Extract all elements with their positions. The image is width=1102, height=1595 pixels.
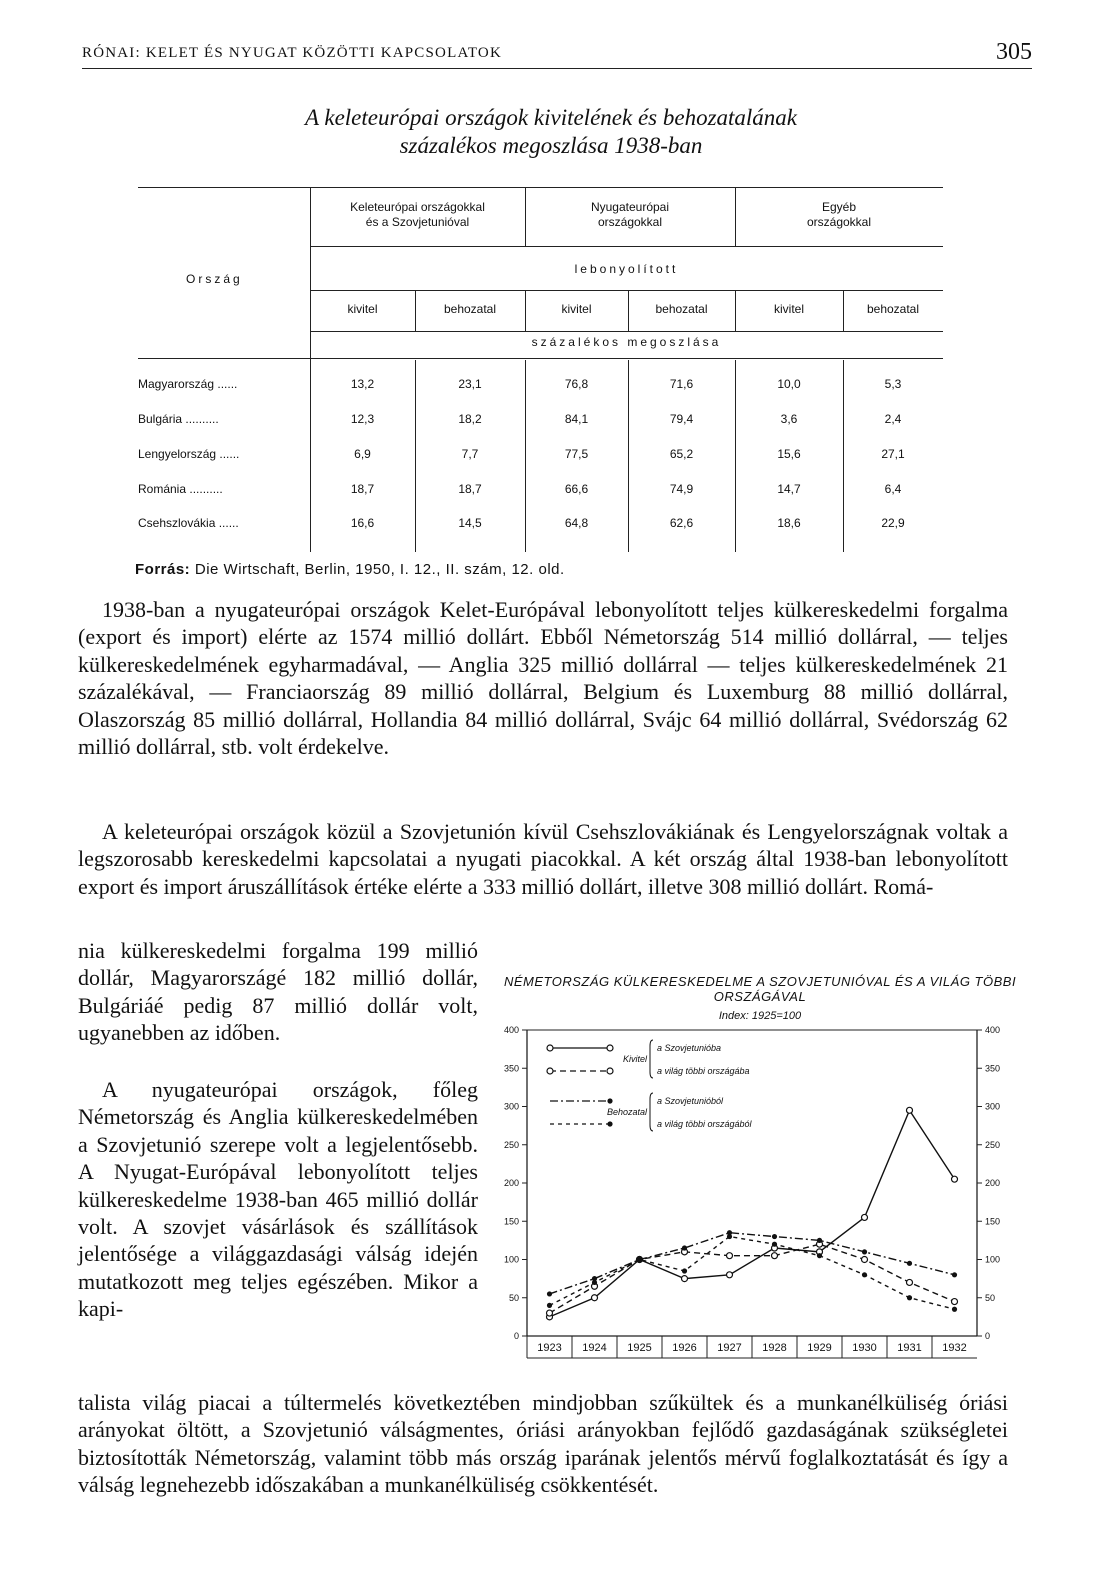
table-rule bbox=[310, 246, 943, 247]
table-cell: 77,5 bbox=[564, 447, 589, 461]
series-line-1 bbox=[550, 1244, 955, 1313]
y-tick-label-left: 50 bbox=[508, 1292, 519, 1303]
legend-label: a Szovjetunióból bbox=[657, 1096, 724, 1106]
body-paragraph-2 bbox=[78, 818, 1008, 900]
table-top-rule bbox=[138, 187, 943, 188]
table-cell: 65,2 bbox=[669, 447, 694, 461]
page-number: 305 bbox=[996, 39, 1032, 65]
x-tick-label: 1925 bbox=[627, 1342, 652, 1354]
body-paragraph-5 bbox=[78, 1389, 1008, 1499]
x-tick-label: 1932 bbox=[942, 1342, 967, 1354]
data-point bbox=[862, 1272, 867, 1277]
running-header-title: RÓNAI: KELET ÉS NYUGAT KÖZÖTTI KAPCSOLATOK bbox=[82, 45, 502, 61]
data-point bbox=[772, 1234, 777, 1239]
data-point bbox=[907, 1261, 912, 1266]
y-tick-label-right: 0 bbox=[985, 1331, 991, 1341]
group-header-other-line-2: országokkal bbox=[806, 215, 872, 229]
data-point bbox=[817, 1253, 822, 1258]
y-tick-label-left: 250 bbox=[503, 1139, 519, 1150]
table-cell: 74,9 bbox=[669, 482, 694, 496]
table-cell: 5,3 bbox=[884, 377, 902, 391]
x-tick-label: 1927 bbox=[717, 1342, 742, 1354]
trade-share-table bbox=[0, 0, 1102, 560]
chart-subtitle: Index: 1925=100 bbox=[718, 1010, 802, 1022]
y-tick-label-left: 350 bbox=[503, 1063, 519, 1074]
body-paragraph-1 bbox=[78, 596, 1008, 760]
y-tick-label-left: 0 bbox=[513, 1331, 519, 1341]
x-tick-label: 1923 bbox=[537, 1342, 562, 1354]
table-cell: 18,7 bbox=[458, 482, 482, 496]
source-text: Die Wirtschaft, Berlin, 1950, I. 12., II. szám, 12. old. bbox=[194, 561, 565, 578]
data-point bbox=[727, 1234, 732, 1239]
body-paragraph-3 bbox=[78, 937, 478, 1047]
data-point bbox=[637, 1257, 642, 1262]
table-header-bottom-rule bbox=[138, 358, 943, 359]
table-cell: 23,1 bbox=[458, 377, 482, 391]
data-point bbox=[952, 1307, 957, 1312]
series-line-0 bbox=[550, 1110, 955, 1317]
y-tick-label-left: 200 bbox=[503, 1178, 519, 1188]
data-point bbox=[952, 1272, 957, 1277]
row-country: Lengyelország ...... bbox=[138, 447, 240, 461]
data-point bbox=[682, 1245, 687, 1250]
table-cell: 62,6 bbox=[669, 516, 694, 530]
data-point bbox=[727, 1253, 733, 1259]
legend-marker bbox=[607, 1098, 612, 1103]
y-tick-label-left: 300 bbox=[503, 1101, 519, 1112]
data-point bbox=[682, 1268, 687, 1273]
group-header-other-line-1: Egyéb bbox=[821, 200, 857, 214]
subheader-kivitel: kivitel bbox=[773, 302, 804, 316]
table-cell: 27,1 bbox=[881, 447, 905, 461]
table-cell: 7,7 bbox=[461, 447, 479, 461]
table-title-line-1: A keleteurópai országok kivitelének és behozatalának bbox=[304, 105, 798, 130]
y-tick-label-right: 200 bbox=[985, 1178, 1001, 1188]
data-point bbox=[592, 1295, 598, 1301]
table-rule bbox=[310, 331, 943, 332]
row-country: Románia .......... bbox=[138, 482, 223, 496]
paragraph-text: A keleteurópai országok közül a Szovjetunión kívül Csehszlovákiának és Lengyelországnak voltak a legszorosabb kereskedelmi kapcsolatai a nyugati piacokkal. A két ország által 1938-ban lebonyolított export és import áruszállítások értéke elérte a 333 millió dollárt, illetve 308 millió dollárt. Romá- bbox=[78, 819, 1008, 899]
legend-marker bbox=[607, 1068, 613, 1074]
table-rule bbox=[310, 290, 943, 291]
data-point bbox=[862, 1249, 867, 1254]
data-point bbox=[547, 1303, 552, 1308]
table-cell: 76,8 bbox=[564, 377, 589, 391]
legend-marker bbox=[547, 1068, 553, 1074]
table-cell: 2,4 bbox=[884, 412, 902, 426]
y-tick-label-right: 50 bbox=[985, 1292, 996, 1303]
table-cell: 14,5 bbox=[458, 516, 482, 530]
data-point bbox=[772, 1253, 778, 1259]
y-tick-label-right: 400 bbox=[985, 1025, 1001, 1035]
table-cell: 12,3 bbox=[350, 412, 375, 426]
trade-index-chart bbox=[495, 968, 1025, 1378]
legend-group-import: Behozatal bbox=[606, 1107, 647, 1117]
x-tick-label: 1928 bbox=[762, 1342, 787, 1354]
chart-svg bbox=[495, 968, 1025, 1378]
paragraph-text: talista világ piacai a túltermelés következtében mindjobban szűkültek és a munkanélküliség óriási arányokat öltött, a Szovjetunió válságmentes, óriási arányokban fejlődő gazdaságának szükségletei biztosították Németország, valamint több más ország iparának jelentős mérvű foglalkoztatását és így a válság legnehezebb időszakában a munkanélküliség csökkentését. bbox=[78, 1390, 1008, 1498]
chart-title: NÉMETORSZÁG KÜLKERESKEDELME A SZOVJETUNIÓVAL ÉS A VILÁG TÖBBI ORSZÁGÁVAL bbox=[503, 974, 1017, 1004]
x-tick-label: 1926 bbox=[672, 1342, 697, 1354]
y-tick-label-right: 100 bbox=[985, 1254, 1001, 1265]
body-paragraph-4 bbox=[78, 1076, 478, 1323]
data-point bbox=[907, 1279, 913, 1285]
paragraph-text: 1938-ban a nyugateurópai országok Kelet-Európával lebonyolított teljes külkereskedelmi forgalma (export és import) elérte az 1574 millió dollárt. Ebből Németország 514 millió dollárral, — teljes külkereskedelmének egyharmadával, — Anglia 325 millió dollárral — teljes külkereskedelmének 21 százalékával, — Franciaország 89 millió dollárral, Belgium és Luxemburg 88 millió dollárral, Olaszország 85 millió dollárral, Hollandia 84 millió dollárral, Svájc 64 millió dollárral, Svédország 62 millió dollárral, stb. volt érdekelve. bbox=[78, 597, 1008, 760]
header-lebonyolitott: lebonyolított bbox=[574, 262, 679, 276]
data-point bbox=[772, 1242, 777, 1247]
paragraph-text: nia külkereskedelmi forgalma 199 millió dollár, Magyarországé 182 millió dollár, Bulgáriáé pedig 87 millió dollár volt, ugyanebben az időben. bbox=[78, 938, 478, 1046]
table-cell: 84,1 bbox=[564, 412, 589, 426]
table-cell: 6,9 bbox=[354, 447, 371, 461]
group-header-western-line-2: országokkal bbox=[597, 215, 663, 229]
data-point bbox=[817, 1238, 822, 1243]
subheader-behozatal: behozatal bbox=[655, 302, 708, 316]
table-column-rule bbox=[310, 187, 311, 552]
data-point bbox=[907, 1107, 913, 1113]
header-szazalekos-megoszlasa: százalékos megoszlása bbox=[531, 335, 722, 349]
legend-label: a világ többi országából bbox=[657, 1119, 752, 1129]
table-cell: 13,2 bbox=[350, 377, 375, 391]
y-tick-label-left: 150 bbox=[503, 1216, 519, 1227]
table-cell: 6,4 bbox=[884, 482, 902, 496]
group-header-eastern-line-2: és a Szovjetunióval bbox=[365, 215, 470, 229]
subheader-kivitel: kivitel bbox=[561, 302, 592, 316]
legend-brace-import bbox=[650, 1093, 653, 1131]
table-cell: 14,7 bbox=[777, 482, 801, 496]
data-point bbox=[862, 1257, 868, 1263]
x-tick-label: 1924 bbox=[582, 1342, 607, 1354]
y-tick-label-left: 100 bbox=[503, 1254, 519, 1265]
data-point bbox=[547, 1310, 553, 1316]
table-cell: 71,6 bbox=[669, 377, 694, 391]
subheader-behozatal: behozatal bbox=[443, 302, 497, 316]
table-cell: 16,6 bbox=[350, 516, 375, 530]
subheader-kivitel: kivitel bbox=[347, 302, 378, 316]
y-tick-label-right: 150 bbox=[985, 1216, 1001, 1227]
data-point bbox=[862, 1214, 868, 1220]
group-header-eastern-line-1: Keleteurópai országokkal bbox=[350, 200, 485, 214]
legend-marker bbox=[607, 1121, 612, 1126]
y-tick-label-right: 350 bbox=[985, 1063, 1001, 1074]
table-cell: 18,7 bbox=[350, 482, 375, 496]
group-header-western-line-1: Nyugateurópai bbox=[590, 200, 670, 214]
x-tick-label: 1929 bbox=[807, 1342, 832, 1354]
series-line-3 bbox=[550, 1237, 955, 1310]
x-tick-label: 1930 bbox=[852, 1342, 877, 1354]
row-country: Csehszlovákia ...... bbox=[138, 516, 239, 530]
table-cell: 18,2 bbox=[458, 412, 482, 426]
table-cell: 18,6 bbox=[777, 516, 801, 530]
table-cell: 79,4 bbox=[669, 412, 694, 426]
data-point bbox=[682, 1276, 688, 1282]
source-label: Forrás: bbox=[135, 561, 191, 578]
data-point bbox=[907, 1295, 912, 1300]
subheader-behozatal: behozatal bbox=[866, 302, 920, 316]
data-point bbox=[592, 1280, 597, 1285]
y-tick-label-right: 250 bbox=[985, 1139, 1001, 1150]
column-header-country: Ország bbox=[186, 272, 243, 286]
row-country: Bulgária .......... bbox=[138, 412, 219, 426]
table-cell: 64,8 bbox=[564, 516, 589, 530]
legend-marker bbox=[547, 1045, 553, 1051]
paragraph-text: A nyugateurópai országok, főleg Németország és Anglia külkereskedelmében a Szovjetunió szerepe volt a legjelentősebb. A Nyugat-Európával lebonyolított teljes külkereskedelme 1938-ban 465 millió dollár volt. A szovjet vásárlások és szállítások jelentősége a világgazdasági válság idején mutatkozott meg teljes egészében. Mikor a kapi- bbox=[78, 1077, 478, 1322]
table-cell: 10,0 bbox=[777, 377, 801, 391]
data-point bbox=[952, 1176, 958, 1182]
table-cell: 15,6 bbox=[777, 447, 801, 461]
table-cell: 3,6 bbox=[780, 412, 798, 426]
legend-brace-export bbox=[650, 1040, 653, 1078]
legend-marker bbox=[607, 1045, 613, 1051]
table-source bbox=[135, 561, 565, 578]
table-title-line-2: százalékos megoszlása 1938-ban bbox=[399, 133, 703, 158]
x-tick-label: 1931 bbox=[897, 1342, 922, 1354]
data-point bbox=[952, 1299, 958, 1305]
data-point bbox=[547, 1291, 552, 1296]
y-tick-label-left: 400 bbox=[503, 1025, 519, 1035]
legend-group-export: Kivitel bbox=[622, 1054, 647, 1064]
data-point bbox=[727, 1272, 733, 1278]
table-cell: 66,6 bbox=[564, 482, 589, 496]
legend-label: a Szovjetunióba bbox=[657, 1043, 722, 1053]
row-country: Magyarország ...... bbox=[138, 377, 238, 391]
y-tick-label-right: 300 bbox=[985, 1101, 1001, 1112]
table-cell: 22,9 bbox=[881, 516, 905, 530]
legend-label: a világ többi országába bbox=[657, 1066, 750, 1076]
